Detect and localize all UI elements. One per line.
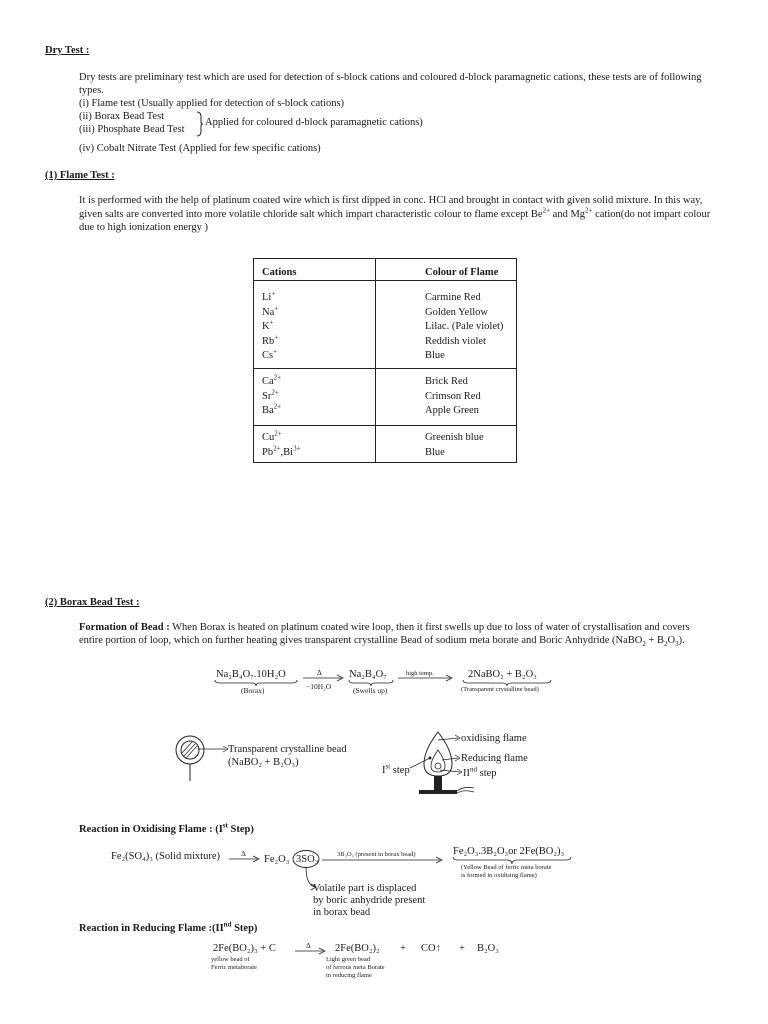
reducing-reaction-heading: Reaction in Reducing Flame :(IInd Step)	[79, 920, 258, 934]
eq2-circled-species: 3SO₃	[296, 854, 319, 865]
table-cell-colour: Reddish violet	[425, 335, 486, 347]
eq2-note-line2: by boric anhydride present	[313, 895, 426, 906]
eq3-product2: CO↑	[421, 943, 441, 954]
table-cell-colour: Brick Red	[425, 376, 468, 387]
eq2-product2-label1: (Yellow Bead of ferric meta borate	[461, 864, 552, 871]
eq2-product2-label2: is formed in oxidising flame)	[461, 872, 537, 879]
table-cell-colour: Greenish blue	[425, 432, 484, 443]
eq1-reactant-label: (Borax)	[241, 686, 265, 695]
table-group-other-cations	[262, 431, 301, 460]
flame-test-heading: (1) Flame Test :	[45, 170, 115, 181]
eq3-reactant-label2: Ferric metaborate	[211, 964, 258, 971]
table-group-other-colours	[425, 431, 484, 460]
eq2-arrow1	[229, 855, 261, 863]
table-cell-cation: $Cu^{2+}$	[262, 429, 282, 443]
bead-label-line1: Transparent crystalline bead	[228, 744, 347, 755]
eq2-product1: Fe₂O₃	[264, 854, 290, 865]
table-cell-cation: K+	[262, 318, 274, 332]
eq3-plus1: +	[400, 943, 406, 954]
eq3-plus2: +	[459, 943, 465, 954]
dry-test-item-cobalt: (iv) Cobalt Nitrate Test (Applied for few specific cations)	[79, 143, 321, 154]
table-cell-cation: $Pb^{2+},Bi^{3+}$	[262, 444, 301, 458]
eq3-product3: B₂O₃	[477, 943, 499, 954]
eq3-reactant: 2Fe(BO₂)₃ + C	[213, 943, 276, 954]
table-cell-cation: Cs+	[262, 347, 278, 361]
dry-test-heading: Dry Test :	[45, 45, 90, 56]
table-cell-colour: Lilac. (Pale violet)	[425, 321, 504, 332]
eq3-product1-label2: of ferrous meta Borate	[326, 964, 385, 971]
table-group-alkali-colours	[425, 291, 503, 364]
table-header-colour: Colour of Flame	[425, 267, 499, 278]
formation-line1: Formation of Bead : When Borax is heated on platinum coated wire loop, then it first swells up due to loss of water of crystallisation and covers	[79, 622, 690, 633]
eq1-arrow2	[398, 674, 454, 682]
table-cell-cation: Na+	[262, 304, 279, 318]
flame-colour-table	[253, 258, 517, 463]
bracket-note: Applied for coloured d-block paramagnetic cations)	[205, 117, 423, 128]
table-group-alkaline-cations	[262, 375, 281, 419]
eq2-note-line3: in borax bead	[313, 907, 371, 918]
table-cell-colour: Blue	[425, 350, 445, 361]
table-cell-colour: Crimson Red	[425, 390, 481, 402]
table-cell-cation: Li+	[262, 289, 276, 303]
table-cell-colour: Carmine Red	[425, 292, 481, 303]
oxidising-reaction-heading: Reaction in Oxidising Flame : (Ist Step)	[79, 821, 254, 835]
bead-loop-diagram	[172, 733, 232, 783]
flame-test-para-line3: due to high ionization energy )	[79, 222, 208, 233]
table-header-cations: Cations	[262, 267, 297, 278]
reducing-flame-label: Reducing flame	[461, 753, 528, 764]
flame-test-para-line1: It is performed with the help of platinum coated wire which is first dipped in conc. HCl and brought in contact with given solid mixture. In this way,	[79, 195, 703, 206]
dry-test-item-phosphate: (iii) Phosphate Bead Test	[79, 124, 185, 135]
dry-test-intro-line1: Dry tests are preliminary test which are used for detection of s-block cations and coloured d-block paramagnetic cations, these tests are of following	[79, 72, 702, 83]
eq2-arrow2-top: 3B₂O₃ (present in borax bead)	[337, 851, 416, 858]
dry-test-intro-line2: types.	[79, 85, 104, 96]
eq2-arrow2	[322, 856, 444, 864]
eq1-product1: Na₂B₄O₇	[349, 669, 387, 680]
table-group-alkali-cations	[262, 291, 278, 364]
formation-line2: entire portion of loop, which on further heating gives transparent crystalline Bead of sodium meta borate and Boric Anhydride (NaBO$_2$ + $B_2O_3$).	[79, 635, 685, 649]
dry-test-item-borax: (ii) Borax Bead Test	[79, 111, 165, 122]
step1-label: Ist step	[382, 762, 410, 776]
table-group-alkaline-colours	[425, 375, 481, 419]
table-cell-cation: Rb+	[262, 333, 279, 347]
brace-bracket	[196, 111, 204, 137]
eq2-arrow1-top: Δ	[241, 849, 246, 858]
flame-test-para-line2: given salts are converted into more volatile chloride salt which impart characteristic colour to flame except $Be^{2+}$ and $Mg^{2+}$ cation(do not impart colour	[79, 206, 711, 220]
eq3-product1-label3: in reducing flame	[326, 972, 372, 979]
eq3-arrow-top: Δ	[306, 941, 311, 950]
eq1-arrow2-top: high temp.	[406, 670, 434, 677]
eq3-reactant-label1: yellow bead of	[211, 956, 250, 963]
eq2-product2: Fe₂O₃.3B₂O₃or 2Fe(BO₂)₃	[453, 846, 565, 857]
eq1-arrow1-top: Δ	[317, 668, 322, 677]
borax-test-heading: (2) Borax Bead Test :	[45, 597, 140, 608]
table-cell-cation: $Ca^{2+}$	[262, 373, 282, 387]
oxidising-flame-label: oxidising flame	[461, 733, 527, 744]
eq1-product1-label: (Swells up)	[353, 686, 388, 695]
table-cell-colour: Blue	[425, 446, 445, 458]
eq2-product2-brace	[452, 857, 572, 864]
table-cell-cation: $Ba^{2+}$	[262, 402, 282, 416]
eq2-reactant: Fe₂(SO₄)₃ (Solid mixture)	[111, 851, 220, 862]
eq1-arrow1-bottom: −10H₂O	[306, 682, 332, 691]
eq3-product1: 2Fe(BO₂)₂	[335, 943, 380, 954]
step2-label: IInd step	[463, 765, 497, 779]
eq1-reactant: Na₂B₄O₇.10H₂O	[216, 669, 286, 680]
eq3-product1-label1: Light green bead	[326, 956, 371, 963]
eq3-arrow	[295, 947, 327, 955]
eq2-note-line1: Volatile part is displaced	[313, 883, 417, 894]
table-cell-cation: $Sr^{2+}$	[262, 388, 279, 402]
eq1-arrow1	[303, 674, 345, 682]
dry-test-item-flame: (i) Flame test (Usually applied for detection of s-block cations)	[79, 98, 345, 109]
bead-label-line2: (NaBO₂ + B₂O₃)	[228, 757, 299, 768]
eq1-product2: 2NaBO₂ + B₂O₃	[468, 669, 537, 680]
eq1-product2-label: (Transparent crystalline bead)	[461, 686, 539, 693]
table-cell-colour: Apple Green	[425, 405, 479, 416]
table-cell-colour: Golden Yellow	[425, 306, 489, 318]
